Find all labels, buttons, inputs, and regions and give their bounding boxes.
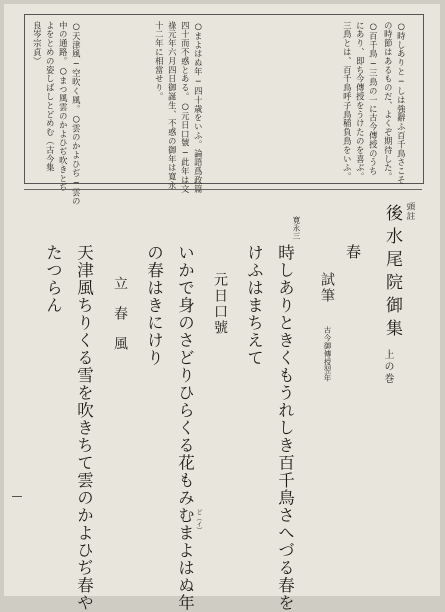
headnote-line: ○百千鳥─三鳥の一に古今傳授のうち — [368, 21, 379, 176]
section-heading: 試筆 — [319, 272, 335, 304]
headnote-line: 三鳥とは、百千鳥呼子鳥稲負鳥をいふ。 — [342, 21, 353, 182]
header-annotation-label: 頭註 — [405, 202, 415, 221]
headnote-line: 四十而不惑とある。○元日口號─此年は文 — [180, 21, 191, 194]
headnote-line: 良岑宗貞） — [32, 21, 43, 66]
volume-label: 上の巻 — [382, 349, 393, 385]
headnote-divider — [24, 189, 422, 190]
headnote-line: ○まよはぬ年─四十歳をいふ。論語爲政篇 — [193, 21, 204, 194]
book-page — [4, 4, 440, 612]
headnote-line: 中の通路。○まつ風雲のかよひぢ吹きとぢ — [58, 21, 69, 192]
ruby-annotation: ど（イ） — [195, 509, 202, 533]
section-heading: 立春風 — [112, 276, 128, 366]
poem-line: けふはまちえて — [244, 244, 264, 367]
margin-mark — [12, 496, 22, 497]
headnote-line: ○時しありと─しは強辭ふ百千鳥さこそ — [396, 21, 407, 185]
era-note: 寛永三 — [292, 216, 301, 240]
collection-title: 後水尾院御集 — [382, 204, 402, 342]
poem-line: たつらん — [43, 244, 63, 314]
headnote-line: ○天津風─空吹く風。○雲のかよひぢ─雲の — [71, 21, 82, 206]
headnote-line: 祿元年六月四日御誕生、不惑の御年は寛永 — [167, 21, 178, 191]
season-heading: 春 — [344, 244, 362, 259]
headnote-line: にあり、即ち今傳授をうけたのを喜ぶ。 — [355, 21, 366, 182]
section-heading: 元日口號 — [212, 272, 228, 336]
headnote-line: の時節はあるものだ、よくぞ期待した。 — [383, 21, 394, 182]
headnote-line: よをとめの姿しばしとどめむ（古今集 — [45, 21, 56, 173]
section-note: 古今御傳授翌年 — [323, 326, 332, 382]
headnote-line: 十二年に相當せり。 — [154, 21, 165, 102]
poem-line: いかで身のさどりひらくる花もみむまよはぬ年 — [175, 244, 195, 612]
poem-line: 時しありときくもうれしき百千鳥さへづる春を — [275, 244, 295, 612]
poem-line: 天津風ちりくる雪を吹きちて雲のかよひぢ春や — [74, 244, 94, 612]
poem-line: の春はきにけり — [144, 244, 164, 367]
